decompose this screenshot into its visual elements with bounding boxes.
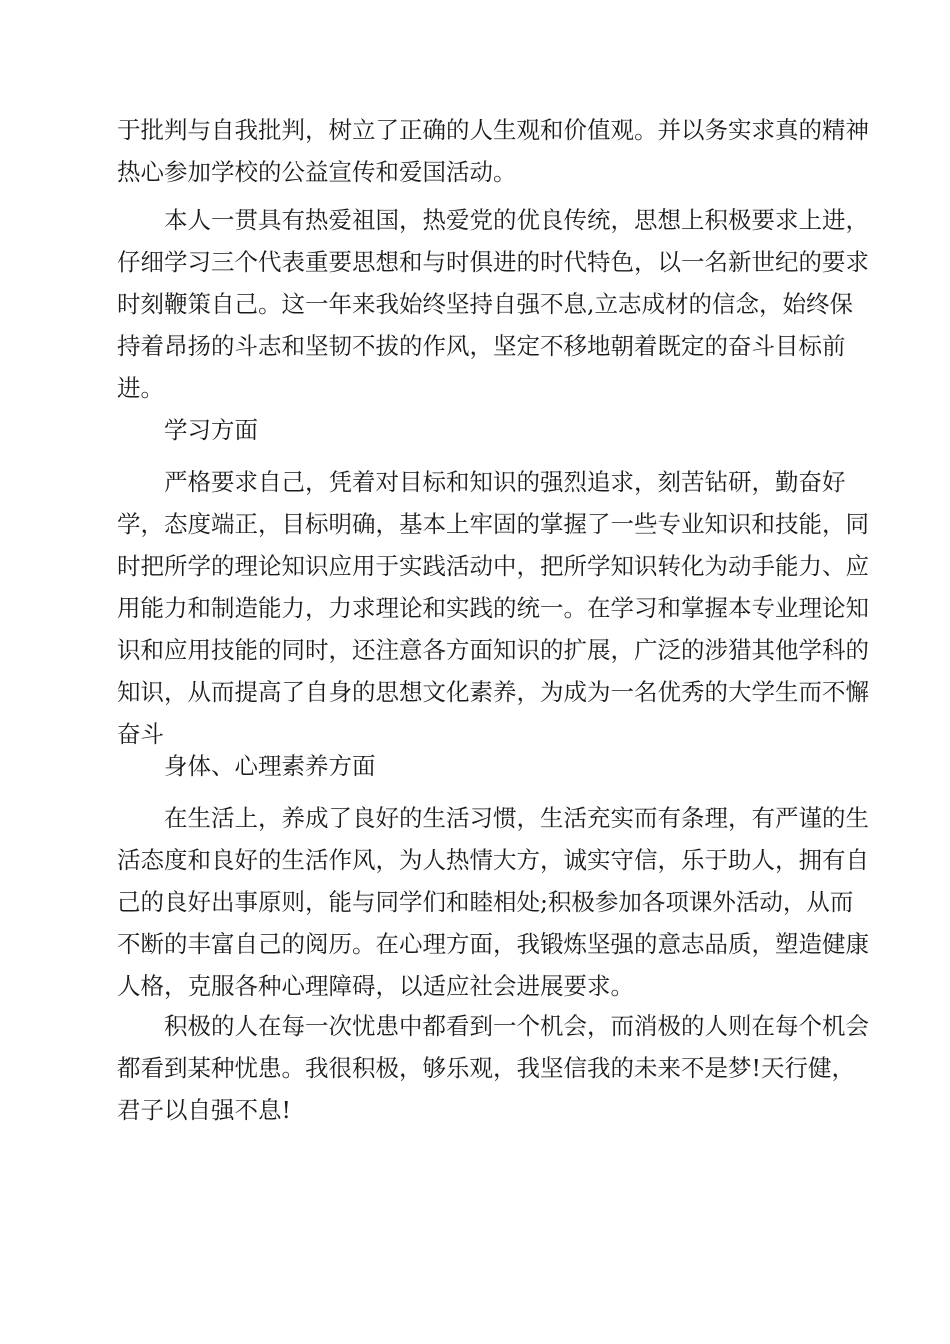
text-line: 用能力和制造能力，力求理论和实践的统一。在学习和掌握本专业理论知 [117, 594, 869, 622]
text-line: 严格要求自己，凭着对目标和知识的强烈追求，刻苦钻研，勤奋好 [164, 468, 846, 496]
text-line: 奋斗 [117, 720, 164, 748]
section-heading: 身体、心理素养方面 [164, 752, 376, 780]
text-line: 热心参加学校的公益宣传和爱国活动。 [117, 158, 517, 186]
paragraph-3 [117, 461, 869, 755]
text-line: 仔细学习三个代表重要思想和与时俱进的时代特色，以一名新世纪的要求 [117, 248, 869, 276]
text-line: 在生活上，养成了良好的生活习惯，生活充实而有条理，有严谨的生 [164, 804, 869, 832]
text-line: 君子以自强不息! [117, 1096, 291, 1124]
text-line: 都看到某种忧患。我很积极，够乐观，我坚信我的未来不是梦!天行健， [117, 1054, 855, 1082]
text-line: 活态度和良好的生活作风，为人热情大方，诚实守信，乐于助人，拥有自 [117, 846, 869, 874]
paragraph-5 [117, 1005, 869, 1131]
text-line: 进。 [117, 374, 164, 402]
text-line: 时把所学的理论知识应用于实践活动中，把所学知识转化为动手能力、应 [117, 552, 869, 580]
text-line: 识和应用技能的同时，还注意各方面知识的扩展，广泛的涉猎其他学科的 [117, 636, 869, 664]
section-heading: 学习方面 [164, 416, 258, 444]
text-line: 时刻鞭策自己。这一年来我始终坚持自强不息,立志成材的信念，始终保 [117, 290, 853, 318]
text-line: 学，态度端正，目标明确，基本上牢固的掌握了一些专业知识和技能，同 [117, 510, 869, 538]
text-line: 人格，克服各种心理障碍，以适应社会进展要求。 [117, 972, 634, 1000]
text-line: 己的良好出事原则，能与同学们和睦相处;积极参加各项课外活动，从而 [117, 888, 854, 916]
section-heading-health [117, 745, 833, 787]
text-line: 持着昂扬的斗志和坚韧不拔的作风，坚定不移地朝着既定的奋斗目标前 [117, 332, 846, 360]
paragraph-1 [117, 109, 869, 193]
text-line: 不断的丰富自己的阅历。在心理方面，我锻炼坚强的意志品质，塑造健康 [117, 930, 869, 958]
text-line: 积极的人在每一次忧患中都看到一个机会，而消极的人则在每个机会 [164, 1012, 869, 1040]
text-line: 知识，从而提高了自身的思想文化素养，为成为一名优秀的大学生而不懈 [117, 678, 869, 706]
paragraph-2 [117, 199, 869, 409]
text-line: 于批判与自我批判，树立了正确的人生观和价值观。并以务实求真的精神 [117, 116, 869, 144]
paragraph-4 [117, 797, 869, 1007]
section-heading-study [117, 409, 833, 451]
text-line: 本人一贯具有热爱祖国，热爱党的优良传统，思想上积极要求上进， [164, 206, 869, 234]
